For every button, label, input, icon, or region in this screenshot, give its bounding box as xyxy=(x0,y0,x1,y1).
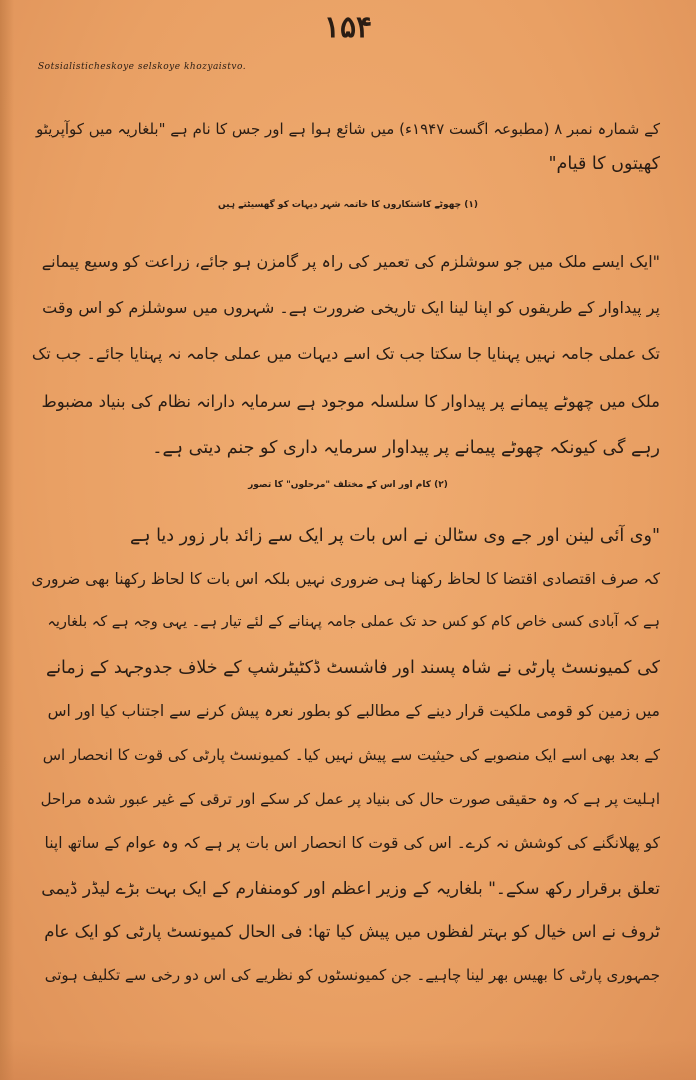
paragraph-line: ٹروف نے اس خیال کو بہتر لفظوں میں پیش کیا تھا: فی الحال کمیونسٹ پارٹی کو ایک عام xyxy=(44,922,660,941)
paragraph-line: ملک میں چھوٹے پیمانے پر پیداوار کا سلسلہ موجود ہے سرمایہ دارانہ نظام کی بنیاد مضبوط xyxy=(41,392,660,411)
paragraph-line: "ایک ایسے ملک میں جو سوشلزم کی تعمیر کی راہ پر گامزن ہو جائے، زراعت کو وسیع پیمانے xyxy=(41,252,660,271)
paragraph-line: "وی آئی لینن اور جے وی سٹالن نے اس بات پر ایک سے زائد بار زور دیا ہے xyxy=(130,526,660,546)
section-heading: (۱) چھوٹے کاشتکاروں کا خاتمہ شہر دیہات کو گھسیٹتے ہیں xyxy=(217,200,478,210)
paragraph-line: میں زمین کو قومی ملکیت قرار دینے کے مطالبے کو بطور نعرہ پیش کرنے سے اجتناب کیا اور اس xyxy=(47,702,660,720)
paragraph-line: جمہوری پارٹی کا بھیس بھر لینا چاہیے۔ جن کمیونسٹوں کو نظریے کی اس دو رخی سے تکلیف ہوتی xyxy=(44,966,660,984)
paragraph-line: کے بعد بھی اسے ایک منصوبے کی حیثیت سے پیش نہیں کیا۔ کمیونسٹ پارٹی کی قوت کا انحصار اس xyxy=(42,746,660,764)
paragraph-line: تک عملی جامہ نہیں پہنایا جا سکتا جب تک اسے دیہات میں عملی جامہ نہ پہنایا جائے۔ جب تک xyxy=(31,344,660,363)
paragraph-line: کی کمیونسٹ پارٹی نے شاہ پسند اور فاشسٹ ڈکٹیٹرشپ کے خلاف جدوجہد کے زمانے xyxy=(45,658,660,678)
page-number: ۱۵۴ xyxy=(323,10,373,45)
intro-line: کے شمارہ نمبر ۸ (مطبوعہ اگست ۱۹۴۷ء) میں شائع ہوا ہے اور جس کا نام ہے "بلغاریہ میں کوآپریٹو xyxy=(35,120,660,138)
paragraph-line: کو پھلانگنے کی کوشش نہ کرے۔ اس کی قوت کا انحصار اس بات پر ہے کہ وہ عوام کے ساتھ اپنا xyxy=(44,834,660,852)
paragraph-line: تعلق برقرار رکھ سکے۔" بلغاریہ کے وزیر اعظم اور کومنفارم کے ایک بہت بڑے لیڈر ڈیمی xyxy=(41,879,660,899)
paragraph-line: رہے گی کیونکہ چھوٹے پیمانے پر پیداوار سرمایہ داری کو جنم دیتی ہے۔ xyxy=(152,438,660,458)
paragraph-line: پر پیداوار کے طریقوں کو اپنا لینا ایک تاریخی ضرورت ہے۔ شہروں میں سوشلزم کو اس وقت xyxy=(42,298,660,317)
page-edge-shadow xyxy=(0,0,14,1080)
section-heading: (۲) کام اور اس کے مختلف "مرحلوں" کا تصور xyxy=(248,480,448,490)
latin-title: Sotsialisticheskoye selskoye khozyaistvo. xyxy=(38,62,247,72)
paragraph-line: کہ صرف اقتصادی اقتضا کا لحاظ رکھنا ہی ضروری نہیں بلکہ اس بات کا لحاظ رکھنا بھی ضروری xyxy=(31,570,660,588)
page-bottom-shadow xyxy=(0,1040,696,1080)
intro-line: کھیتوں کا قیام" xyxy=(548,154,660,174)
paragraph-line: ہے کہ آبادی کسی خاص کام کو کس حد تک عملی جامہ پہنانے کے لئے تیار ہے۔ یہی وجہ ہے کہ بلغاریہ xyxy=(47,614,660,630)
paragraph-line: اہلیت پر ہے کہ وہ حقیقی صورت حال کی بنیاد پر عمل کر سکے اور ترقی کے غیر عبور شدہ مراحل xyxy=(40,790,660,808)
